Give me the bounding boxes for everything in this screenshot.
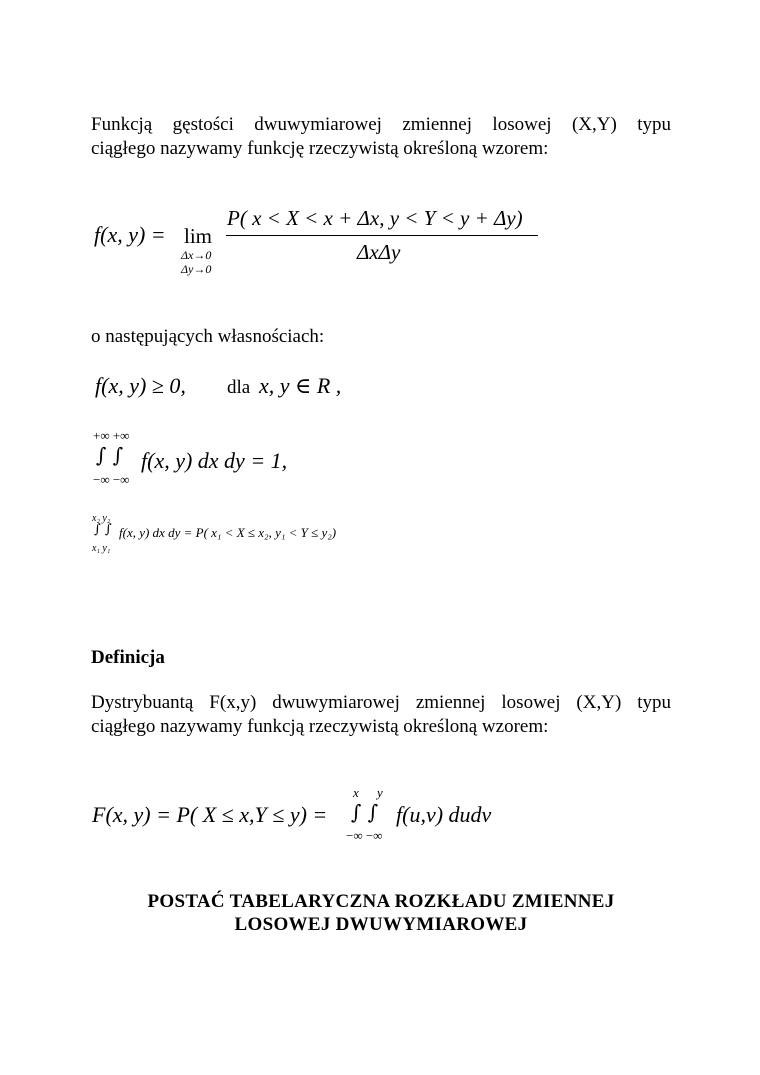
cdf-line-2: ciągłego nazywamy funkcją rzeczywistą określoną wzorem: (91, 716, 549, 737)
cdf-upper-x: x (353, 785, 359, 800)
cdf-lower-limits: −∞ −∞ (346, 828, 383, 843)
property2-lower-limits: −∞ −∞ (93, 472, 130, 487)
cdf-lhs: F(x, y) = P( X ≤ x,Y ≤ y) = (92, 802, 328, 827)
cdf-rhs: f(u,v) dudv (396, 802, 492, 827)
property1-expr: f(x, y) ≥ 0, (95, 373, 186, 398)
section-title-line-1: POSTAĆ TABELARYCZNA ROZKŁADU ZMIENNEJ (147, 891, 615, 912)
property3-upper-limits: x₂ y₂ (92, 513, 111, 524)
property1-dla: dla (227, 377, 251, 398)
density-denominator: ΔxΔy (357, 240, 401, 264)
properties-intro-text: o następujących własnościach: (91, 326, 325, 347)
property2-upper-limits: +∞ +∞ (93, 428, 130, 443)
property2-integrals: ∫ ∫ (96, 443, 124, 467)
definition-heading: Definicja (91, 647, 165, 668)
properties-intro (91, 325, 671, 349)
density-lim-sub-y: Δy→0 (181, 262, 212, 276)
section-title (91, 890, 671, 936)
property3-lower-limits: x₁ y₁ (92, 543, 111, 554)
cdf-line-1: Dystrybuantą F(x,y) dwuwymiarowej zmiennej losowej (X,Y) typu (91, 692, 671, 713)
property3-expr: f(x, y) dx dy = P( x₁ < X ≤ x₂, y₁ < Y ≤ y₂) (119, 525, 337, 540)
cdf-paragraph (91, 691, 671, 739)
property1-condition: x, y ∈ R , (259, 373, 342, 398)
cdf-integrals: ∫ ∫ (351, 800, 379, 824)
density-fraction-bar (226, 235, 538, 236)
section-title-line-2: LOSOWEJ DWUWYMIAROWEJ (234, 914, 528, 935)
density-lim: lim (184, 224, 213, 248)
property3-integrals: ∫ ∫ (94, 522, 112, 537)
intro-line-2: ciągłego nazywamy funkcję rzeczywistą określoną wzorem: (91, 138, 549, 159)
intro-paragraph (91, 113, 671, 161)
property2-expr: f(x, y) dx dy = 1, (141, 448, 288, 473)
density-lim-sub-x: Δx→0 (181, 248, 212, 262)
density-numerator: P( x < X < x + Δx, y < Y < y + Δy) (227, 206, 523, 230)
density-lhs: f(x, y) = (94, 222, 166, 247)
intro-line-1: Funkcją gęstości dwuwymiarowej zmiennej losowej (X,Y) typu (91, 114, 671, 135)
cdf-upper-y: y (377, 785, 383, 800)
